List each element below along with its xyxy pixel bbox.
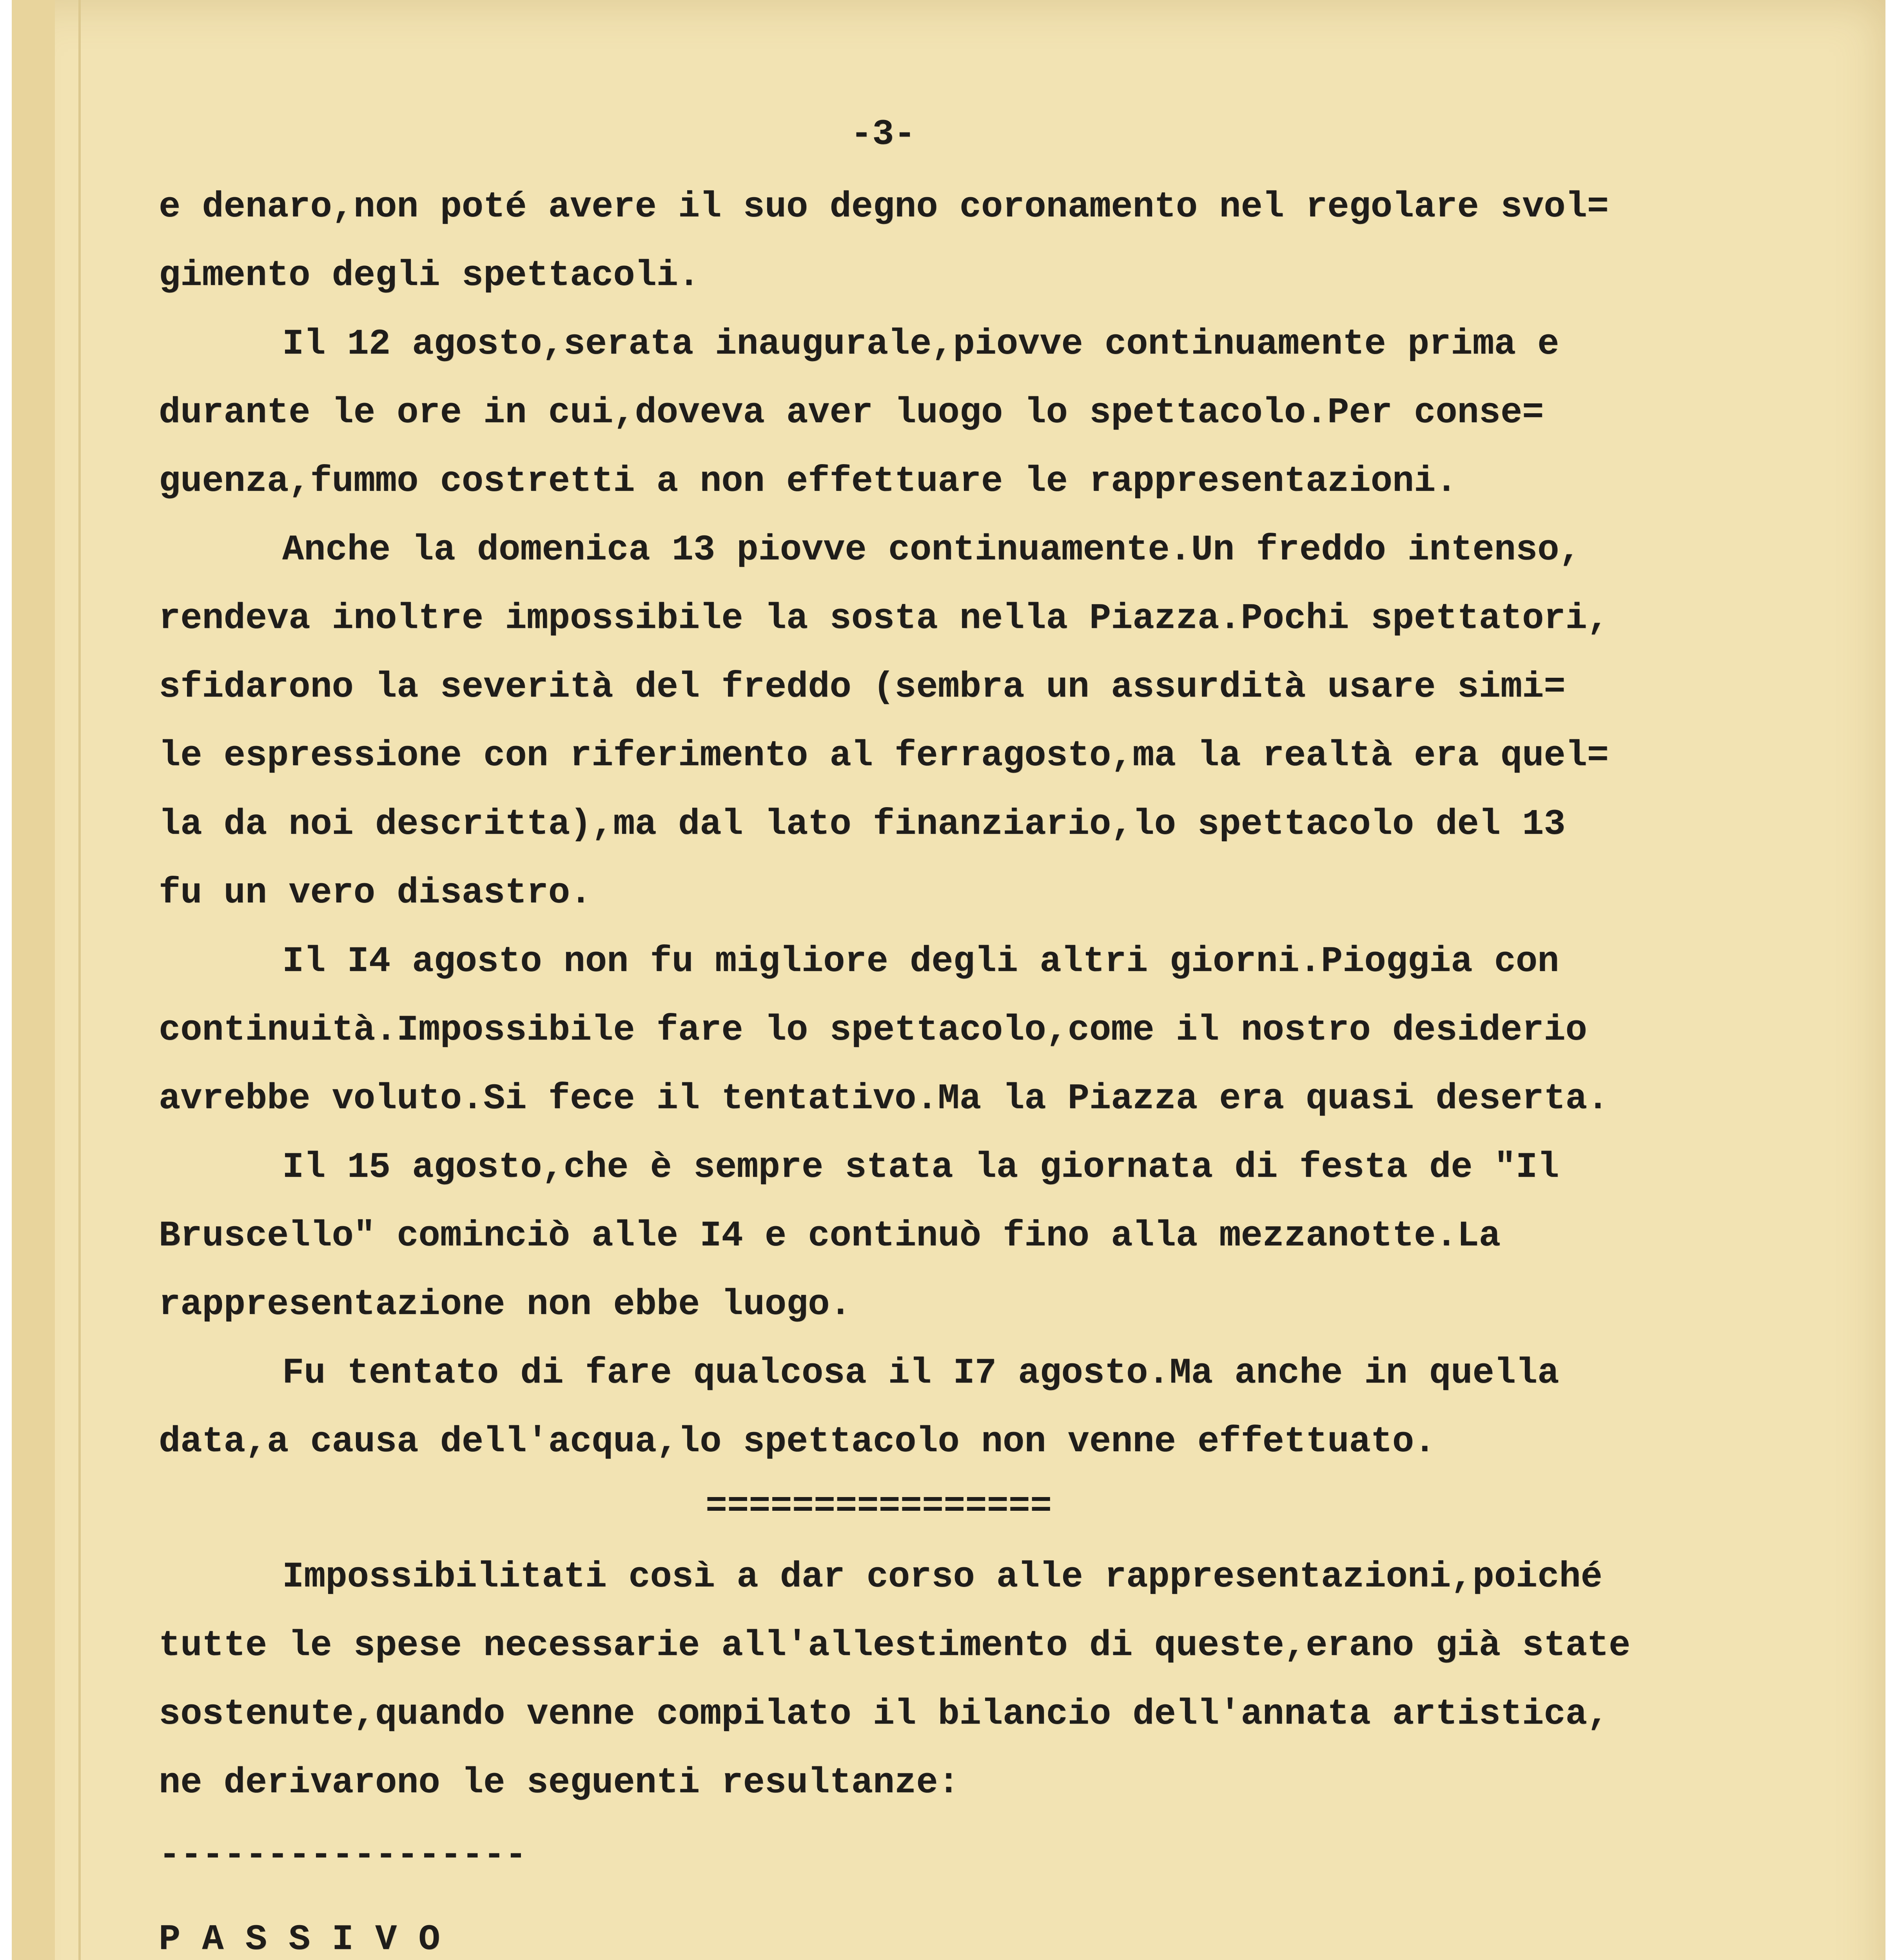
passivo-heading: P A S S I V O xyxy=(159,1919,440,1960)
text-line: fu un vero disastro. xyxy=(159,872,592,913)
text-line: gimento degli spettacoli. xyxy=(159,255,700,296)
text-line: e denaro,non poté avere il suo degno coronamento nel regolare svol= xyxy=(159,186,1609,227)
text-line: Il I4 agosto non fu migliore degli altri giorni.Pioggia con xyxy=(282,941,1559,982)
left-paper-strip xyxy=(12,0,55,1960)
text-line: guenza,fummo costretti a non effettuare le rappresentazioni. xyxy=(159,461,1457,502)
fold-line xyxy=(78,0,81,1960)
page-number: -3- xyxy=(851,114,916,155)
text-line: rappresentazione non ebbe luogo. xyxy=(159,1284,851,1325)
text-line: continuità.Impossibile fare lo spettacolo,come il nostro desiderio xyxy=(159,1009,1587,1051)
text-line: Fu tentato di fare qualcosa il I7 agosto.Ma anche in quella xyxy=(282,1352,1559,1394)
text-line: Il 12 agosto,serata inaugurale,piovve continuamente prima e xyxy=(282,323,1559,365)
text-line: la da noi descritta),ma dal lato finanziario,lo spettacolo del 13 xyxy=(159,804,1566,845)
text-line: Il 15 agosto,che è sempre stata la giornata di festa de "Il xyxy=(282,1147,1559,1188)
text-line: data,a causa dell'acqua,lo spettacolo non venne effettuato. xyxy=(159,1421,1436,1462)
text-line: Impossibilitati così a dar corso alle rappresentazioni,poiché xyxy=(282,1556,1602,1597)
text-line: tutte le spese necessarie all'allestimento di queste,erano già state xyxy=(159,1625,1631,1666)
text-line: le espressione con riferimento al ferragosto,ma la realtà era quel= xyxy=(159,735,1609,776)
text-line: durante le ore in cui,doveva aver luogo lo spettacolo.Per conse= xyxy=(159,392,1544,433)
text-line: Anche la domenica 13 piovve continuamente.Un freddo intenso, xyxy=(282,529,1581,570)
text-line: rendeva inoltre impossibile la sosta nella Piazza.Pochi spettatori, xyxy=(159,598,1609,639)
text-line: Bruscello" cominciò alle I4 e continuò fino alla mezzanotte.La xyxy=(159,1215,1501,1256)
text-line: sfidarono la severità del freddo (sembra un assurdità usare simi= xyxy=(159,666,1566,708)
separator-equals: ================ xyxy=(706,1486,1052,1527)
text-line: ne derivarono le seguenti resultanze: xyxy=(159,1762,960,1803)
text-line: sostenute,quando venne compilato il bilancio dell'annata artistica, xyxy=(159,1693,1609,1735)
separator-dashes: ----------------- xyxy=(159,1835,527,1876)
text-line: avrebbe voluto.Si fece il tentativo.Ma la Piazza era quasi deserta. xyxy=(159,1078,1609,1119)
